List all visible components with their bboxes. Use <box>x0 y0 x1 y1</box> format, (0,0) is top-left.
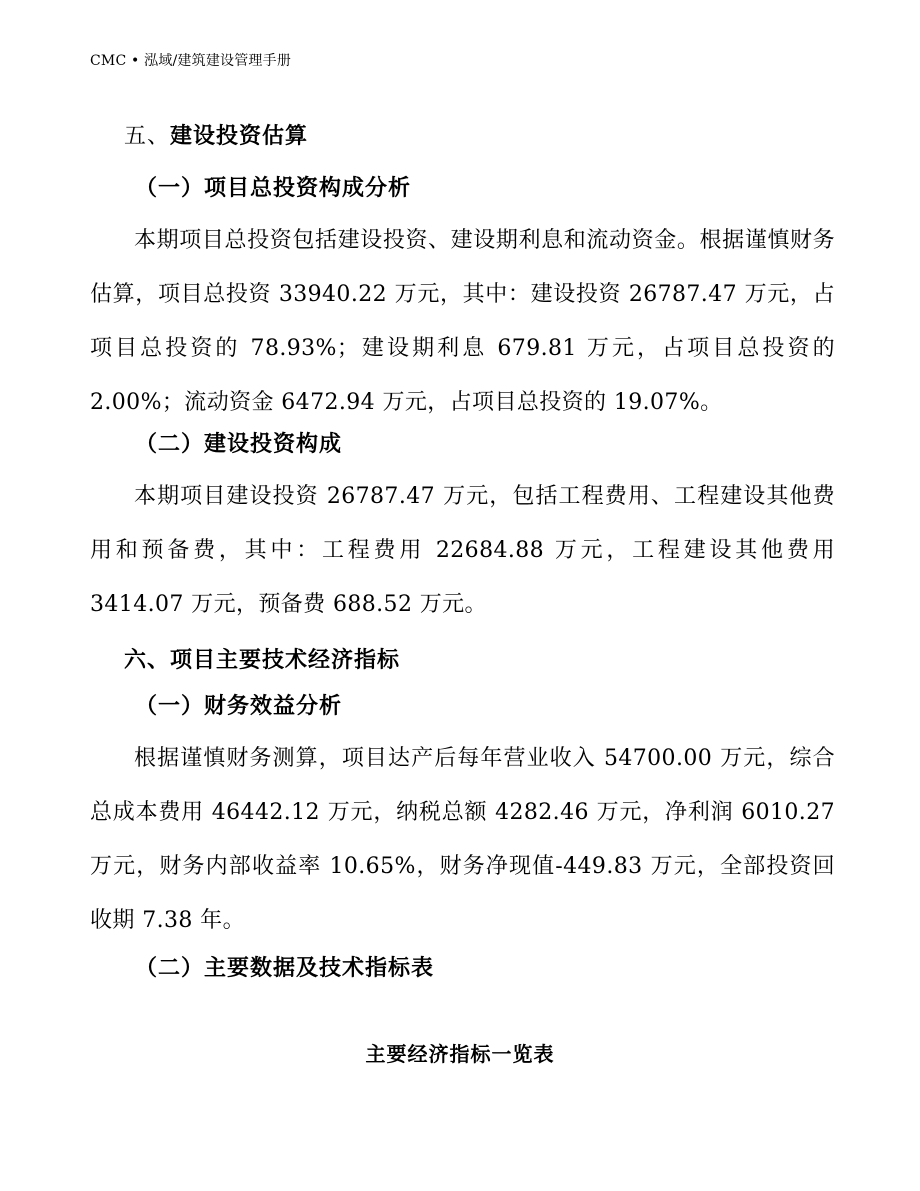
table-title: 主要经济指标一览表 <box>365 1042 555 1066</box>
section-5-2-paragraph: 本期项目建设投资 26787.47 万元，包括工程费用、工程建设其他费用和预备费，其中：工程费用 22684.88 万元，工程建设其他费用 3414.07 万元，预备费 688.52 万元。 <box>90 484 835 617</box>
section-6-1-paragraph: 根据谨慎财务测算，项目达产后每年营业收入 54700.00 万元，综合总成本费用 46442.12 万元，纳税总额 4282.46 万元，净利润 6010.27 万元，财务内部收益率 10.65%，财务净现值-449.83 万元，全部投资回收期 7.38 年。 <box>90 746 835 933</box>
section-5-title: 建设投资估算 <box>170 123 309 149</box>
section-5-1-heading: （一）项目总投资构成分析 <box>135 175 412 201</box>
section-5-2-heading: （二）建设投资构成 <box>135 431 343 457</box>
section-5-1-paragraph: 本期项目总投资包括建设投资、建设期利息和流动资金。根据谨慎财务估算，项目总投资 33940.22 万元，其中：建设投资 26787.47 万元，占项目总投资的 78.93%；建设期利息 679.81 万元，占项目总投资的 2.00%；流动资金 6472.94 万元，占项目总投资的 19.07%。 <box>90 228 835 415</box>
section-5-heading <box>124 122 308 151</box>
section-6-heading: 六、项目主要技术经济指标 <box>124 647 401 673</box>
section-6-2-heading: （二）主要数据及技术指标表 <box>135 955 435 981</box>
page-header: CMC • 泓域/建筑建设管理手册 <box>90 53 292 69</box>
section-6-1-heading: （一）财务效益分析 <box>135 693 343 719</box>
section-5-number: 五、 <box>124 124 171 149</box>
